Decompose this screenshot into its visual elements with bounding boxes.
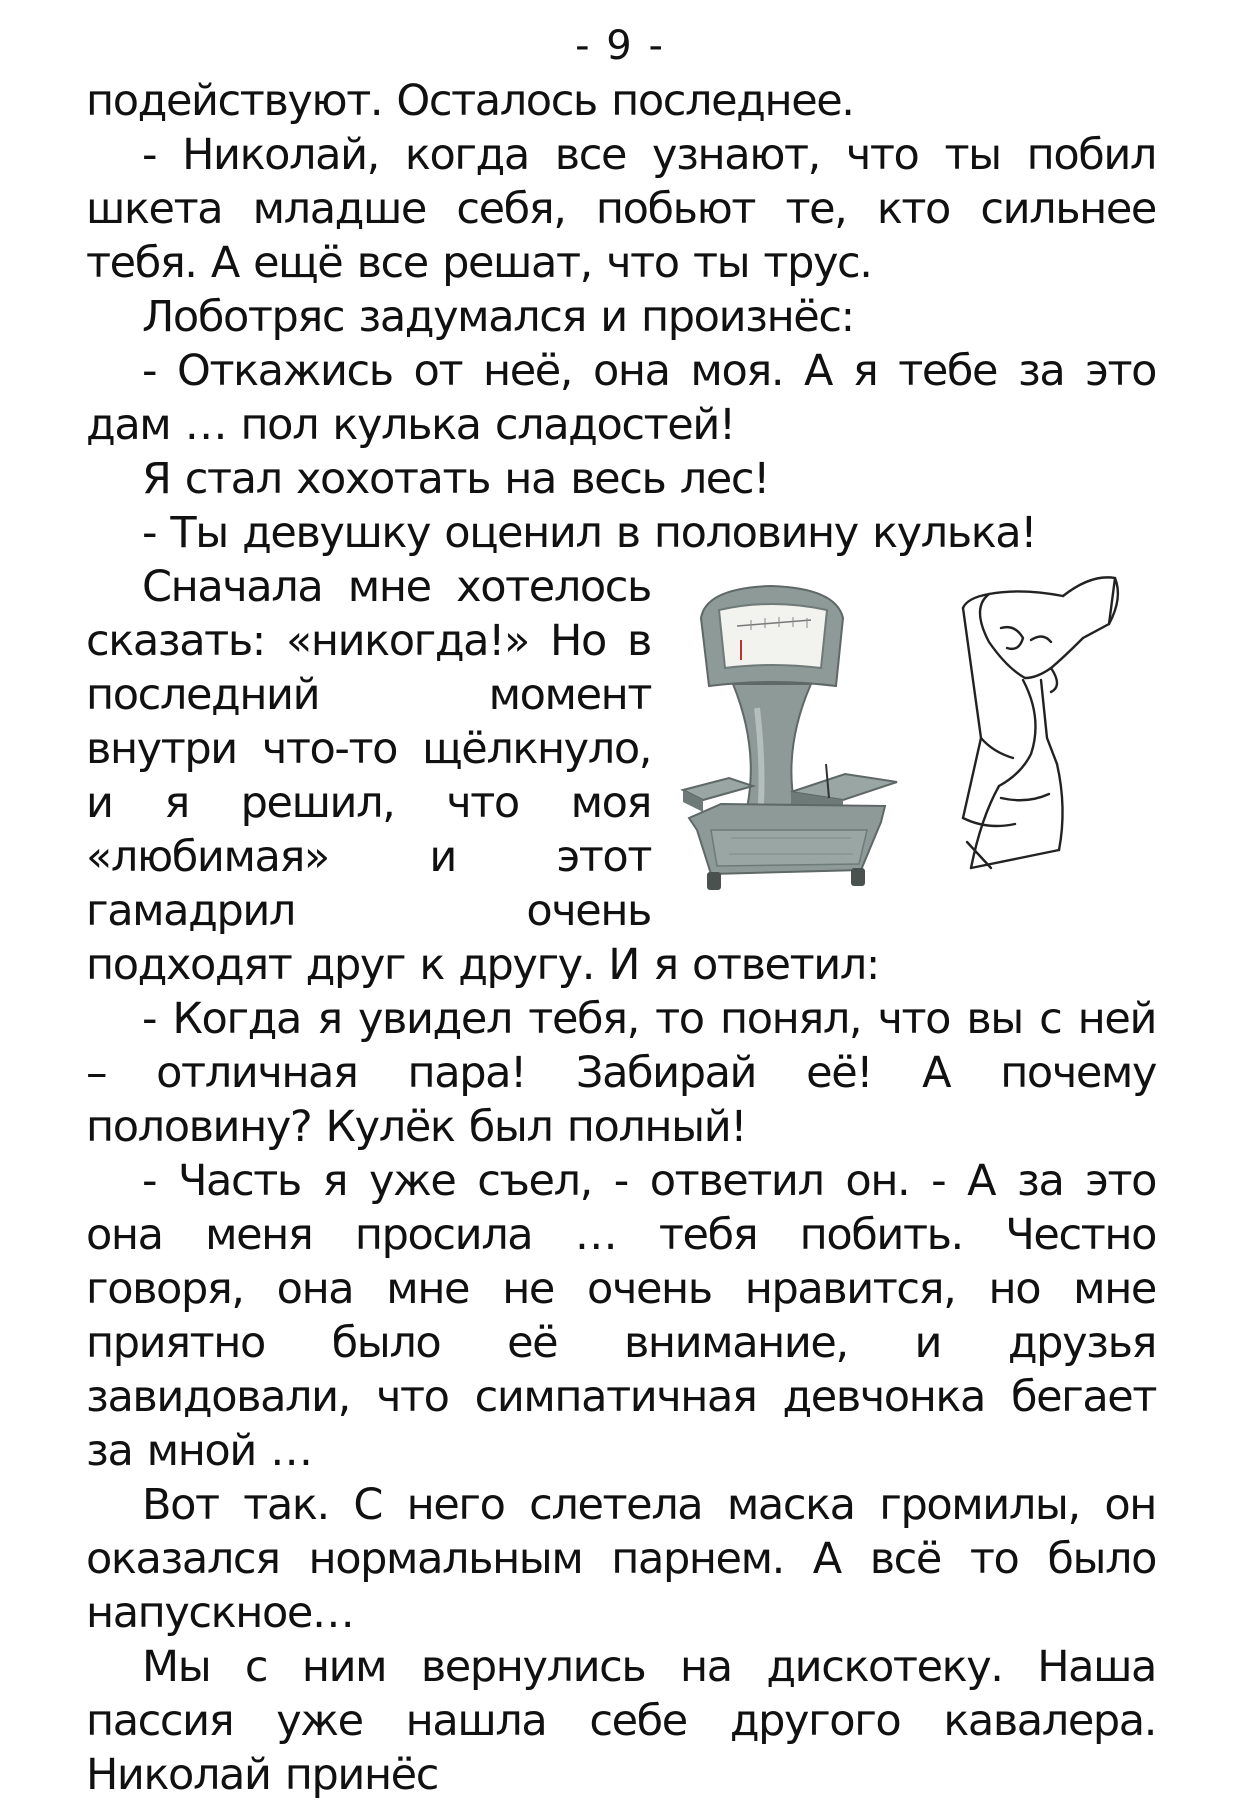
paragraph: Я стал хохотать на весь лес! — [142, 454, 769, 504]
paragraph: Лоботряс задумался и произнёс: — [142, 292, 854, 342]
paragraph: - Ты девушку оценил в половину кулька! — [142, 508, 1037, 558]
hand-sketch-icon — [963, 577, 1118, 868]
paragraph: Мы с ним вернулись на дискотеку. Наша пассия уже нашла себе другого кавалера. Николай принёс — [86, 1642, 1156, 1800]
paragraph: - Николай, когда все узнают, что ты побил шкета младше себя, побьют те, кто сильнее тебя. А ещё все решат, что ты трус. — [86, 130, 1156, 288]
paragraph: Сначала мне хотелось сказать: «никогда!» Но в последний момент внутри что-то щёлкнуло, и я решил, что моя «любимая» и этот гамадрил очень подходят друг к другу. И я ответил: — [86, 562, 879, 990]
paragraph: - Часть я уже съел, - ответил он. - А за это она меня просила … тебя побить. Честно говоря, она мне не очень нравится, но мне приятно было её внимание, и друзья завидовали, что симпатичная девчонка бегает за мной … — [86, 1156, 1156, 1476]
page-number: - 9 - — [575, 23, 665, 69]
paragraph: - Когда я увидел тебя, то понял, что вы с ней – отличная пара! Забирай её! А почему половину? Кулёк был полный! — [86, 994, 1156, 1152]
weighing-scale-icon — [683, 586, 897, 890]
paragraph: - Откажись от неё, она моя. А я тебе за это дам … пол кулька сладостей! — [86, 346, 1156, 450]
scale-and-hand-illustration — [671, 568, 1156, 910]
paragraph: подействуют. Осталось последнее. — [86, 76, 854, 126]
page-text — [86, 74, 1156, 1802]
paragraph: Вот так. С него слетела маска громилы, он оказался нормальным парнем. А всё то было напускное… — [86, 1480, 1156, 1638]
